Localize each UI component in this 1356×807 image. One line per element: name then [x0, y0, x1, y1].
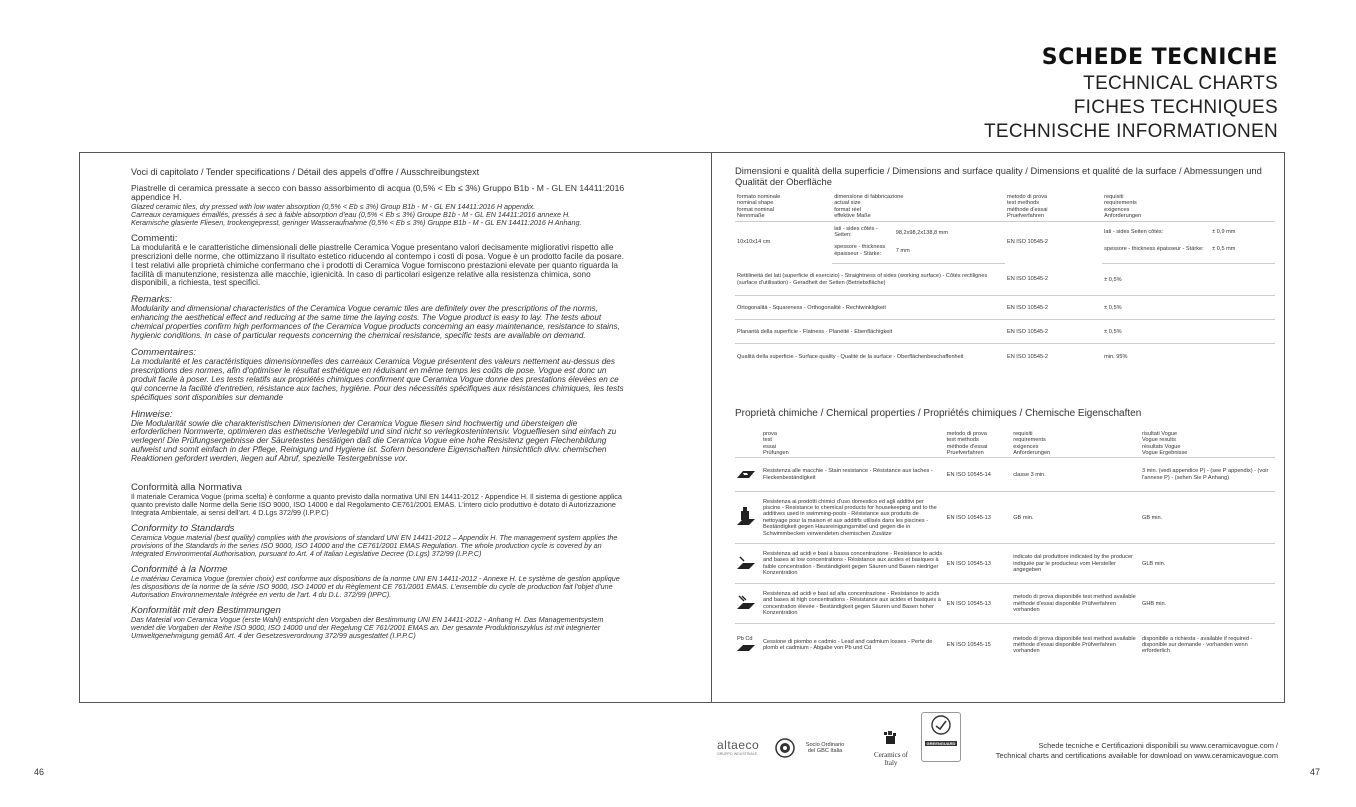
acid-high-icon [735, 584, 761, 624]
dim-row [735, 264, 1275, 296]
chem-row-label: Resistenza alle macchie - Stain resistance - Résistance aux taches - Fleckenbeständigkeit [761, 458, 945, 492]
chem-row-method: EN ISO 10545-13 [945, 492, 1011, 544]
conf-de-label: Konformität mit den Bestimmungen [131, 605, 281, 617]
dim-row-label: Ortogonalità - Squareness - Orthogonalité - Rechtwinkligkeit [735, 296, 1005, 320]
chem-row-result: GHB min. [1140, 584, 1275, 624]
lead-cadmium-icon: Pb Cd [735, 624, 761, 666]
chem-row [735, 492, 1275, 544]
chem-row-req: metodo di prova disponibile test method available méthode d'essai disponible Prüfverfahren vorhanden [1011, 584, 1140, 624]
dim-row [735, 296, 1275, 320]
dim-head-c4: requisiti requirements exigences Anforderungen [1102, 193, 1275, 221]
spec-de: Keramische glasierte Fliesen, trockengepresst, geringer Wasseraufnahme (0,5% < Eb ≤ 3%) Gruppe B1b - M - GL EN 14411:2016 H Anhang. [131, 217, 582, 227]
dim-head-c3: metodo di prova test methods méthode d'essai Pruefverfahren [1005, 193, 1102, 221]
right-column [735, 165, 1275, 666]
footer-note-line2[interactable]: Technical charts and certifications available for download on www.ceramicavogue.com [995, 751, 1278, 760]
chem-row-method: EN ISO 10545-15 [946, 641, 991, 648]
dim-row-req: ± 0,5% [1102, 296, 1275, 320]
household-chemicals-icon [735, 492, 761, 544]
conf-fr-label: Conformité à la Norme [131, 564, 228, 576]
chem-row-label: Resistenza ad acidi e basi a bassa concentrazione - Resistance to acids and bases at low concentrations - Résistance aux acides et basiques à faible concentration - Beständigkeit gegen Säuren und Basen niedriger Konzentration [761, 544, 945, 584]
greenguard-badge: GREENGUARD [921, 712, 961, 762]
left-column [131, 167, 626, 640]
chem-row-method: EN ISO 10545-14 [945, 458, 1011, 492]
remarks-text: Modularity and dimensional characteristics of the Ceramica Vogue ceramic tiles are definitely over the prescriptions of the norms, enhancing the aesthetical effect and reducing at the same time the laying costs. The Vogue product is easy to lay. The tests about chemical properties confirm high performances of the Ceramica Vogue products concerning an easy maintenance, resistance to stains, hygienic conditions. In case of particular requests concerning the chemical resistance, specific tests are available on demand. [131, 304, 620, 341]
dim-size-row [735, 221, 1275, 240]
chem-row-req: GB min. [1011, 492, 1140, 544]
commenti-label: Commenti: [131, 232, 178, 244]
commentaires-text: La modularité et les caractéristiques dimensionnelles des carreaux Ceramica Vogue présentent des valeurs nettement au-dessus des prescriptions des normes, afin d'optimiser le résultat esthétique en réduisant en même temps les coûts de pose. Vogue est donc un produit facile à poser. Les tests relatifs aux propriétés chimiques confirment que Ceramica Vogue donne des prestations élevées en ce qui concerne la facilité d'entretien, résistance aux taches, hygiène. Pour des nécessités spécifiques aux résistances chimiques, les tests spécifiques sont disponibles sur demande [131, 356, 624, 402]
chem-row [735, 544, 1275, 584]
conf-en-text: Ceramica Vogue material (best quality) complies with the provisions of standard UNI EN 14411-2012 – Appendix H. The management system applies the provisions of the Standards in the series ISO 9000, ISO 14000 and the CE761/2001 EMAS Regulation. The whole production cycle is covered by an Integrated Environmental Authorisation, pursuant to Art. 4 of Italian Legislative Decree (D.Lgs) 372/99 (I.P.P.C) [131, 533, 618, 559]
dim-header-row [735, 193, 1275, 221]
heading-line-en: TECHNICAL CHARTS [1083, 73, 1278, 94]
hinweise-label: Hinweise: [131, 408, 173, 420]
chem-head-c2: metodo di prova test methods méthode d'essai Pruefverfahren [945, 430, 1011, 458]
chem-row [735, 584, 1275, 624]
page-heading [984, 44, 1278, 144]
acid-low-icon [735, 544, 761, 584]
chem-row-req: classe 3 min. [1011, 458, 1140, 492]
dim-req-sides-value: ± 0,9 mm [1212, 229, 1236, 236]
page-number-left: 46 [34, 767, 45, 777]
dim-row [735, 320, 1275, 344]
dim-row-method: EN ISO 10545-2 [1006, 353, 1049, 360]
chem-head-c4: risultati Vogue Vogue results résultats Vogue Vogue Ergebnisse [1140, 430, 1275, 458]
dim-title: Dimensioni e qualità della superficie / Dimensions and surface quality / Dimensions et qualité de la surface / Abmessungen und Qualität der Oberfläche [735, 165, 1262, 187]
dim-row-method: EN ISO 10545-2 [1005, 320, 1102, 344]
dim-row-req: ± 0,5% [1102, 320, 1275, 344]
dim-row-req: min. 95% [1104, 353, 1128, 360]
heading-main: SCHEDE TECNICHE [1041, 45, 1278, 70]
remarks-label: Remarks: [131, 294, 173, 306]
commentaires-label: Commentaires: [131, 346, 197, 358]
chem-row-label: Resistenza ai prodotti chimici d'uso domestico ed agli additivi per piscine - Resistance to chemical products for housekeeping and to the additives used in swimming-pools - Résistance aux produits de nettoyage pour la maison et aux additifs utilisés dans les piscines - Beständigkeit gegen Hausreinigungsmittel und gegen die in Schwimmbecken verwendeten chemischen Zusätze [761, 492, 945, 544]
conf-de-text: Das Material von Ceramica Vogue (erste Wahl) entspricht den Vorgaben der Bestimmung UNI EN 14411-2012 - Anhang H. Das Managementsystem wendet die Vorgaben der Reihe ISO 9000, ISO 14000 und der Regelung CE 761/2001 EMAS an. Der gesamte Produktionszyklus ist mit integrierter Umweltgenehmigung gemäß Art. 4 der Gesetzesverordnung 372/99 ausgestattet (I.P.P.C) [131, 615, 604, 641]
content-frame [79, 152, 1285, 703]
chem-row-req: indicato dal produttore indicated by the producer indiquée par le producteur vom Hersteller angegeben [1011, 544, 1140, 584]
chem-header-row [735, 430, 1275, 458]
chem-row [735, 624, 1275, 666]
heading-line-de: TECHNISCHE INFORMATIONEN [984, 121, 1278, 142]
dim-head-c1: formato nominale nominal shape format nominal Nennmaße [735, 193, 832, 221]
dim-size-method: EN ISO 10545-2 [1006, 239, 1049, 246]
chem-row-method: EN ISO 10545-13 [945, 584, 1011, 624]
dim-sides: lati - sides côtés - Seiten: 98,2x98,2x138,8 mm [834, 225, 948, 239]
chem-row-result: GB min. [1140, 492, 1275, 544]
ceramics-of-italy-logo: Ceramics of Italy [869, 730, 913, 767]
chem-row-method: EN ISO 10545-13 [945, 544, 1011, 584]
chem-head-c3: requisiti requirements exigences Anforderungen [1011, 430, 1140, 458]
dim-row-label: Rettilineità dei lati (superficie di esercizio) - Straightness of sides (working surface) - Côtés rectilignes (surface d'utilisation) - Geradheit der Seiten (Betriebsfläche) [735, 264, 1005, 296]
dim-req-sides-label: lati - sides Seiten côtés: [1104, 229, 1164, 236]
dim-thick: spessore - thickness épaisseur - Stärke: 7 mm [832, 240, 1005, 263]
altaeco-logo: altaeco GRUPPO INDUSTRIALE [717, 738, 760, 756]
spec-it: Piastrelle di ceramica pressate a secco con basso assorbimento di acqua (0,5% < Eb ≤ 3%) Gruppo B1b - M - GL EN 14411:2016 appendice H. [131, 183, 625, 203]
dim-row-method: EN ISO 10545-2 [1005, 264, 1102, 296]
chem-row [735, 458, 1275, 492]
conf-it-label: Conformità alla Normativa [131, 482, 242, 494]
hinweise-text: Die Modularität sowie die charakteristischen Dimensionen der Ceramica Vogue fliesen sind hochwertig und übersteigen die erforderlichen Normwerte, optimieren das esthetische Verlegebild und sind nicht so verlegkostenintensiv. Voguefliesen sind einfach zu verlegen! Die Prüfungsergebnisse der Säuretestes bestätigen daß die Ceramica Vogue eine hohe Resistenz gegen Flechenbildung aufweist und somit einfach in der Pflege, Reinigung und Hygiene ist. Sofern besondere Eigenschaften hinsichtlich divv. chemischen Reaktionen gefordert werden, liegen auf Abruf, spezielle Testergebnisse vor. [131, 418, 617, 464]
column-divider [711, 153, 712, 702]
dim-head-c2: dimensione di fabbricazione actual size format réel effektive Maße [832, 193, 1005, 221]
dim-row-method: EN ISO 10545-2 [1005, 296, 1102, 320]
chem-head-c1: prova test essai Prüfungen [761, 430, 945, 458]
footer-note [996, 741, 1278, 761]
chem-row-result: disponibile a richiesta - available if required - disponible sur demande - vorhanden wenn erforderlich [1141, 635, 1253, 655]
dimensions-table [735, 193, 1275, 370]
heading-line-fr: FICHES TECHNIQUES [1073, 97, 1278, 118]
commenti-text: La modularità e le caratteristiche dimensionali delle piastrelle Ceramica Vogue presentano valori decisamente migliorativi rispetto alle prescrizioni delle norme, che ottimizzano il risultato estetico riducendo al contempo i costi di posa. Vogue è un prodotto facile da posare. I test relativi alle proprietà chimiche confermano che i prodotti di Ceramica Vogue forniscono prestazioni elevate per quanto riguarda la facilità di manutenzione, resistenza alle macchie, igienicità. In caso di particolari esigenze relative alla resistenza chimica, sono disponibili, a richiesta, test specifici. [131, 242, 624, 288]
conf-it-text: Il materiale Ceramica Vogue (prima scelta) è conforme a quanto previsto dalla normativa UNI EN 14411-2012 - Appendice H. Il sistema di gestione applica quanto previsto dalle Norme della Serie ISO 9000, ISO 14000 e dal Regolamento CE761/2001 EMAS. L'intero ciclo produttivo è dotato di Autorizzazione Integrata Ambientale, ai sensi dell'art. 4 D.Lgs 372/99 (I.P.P.C) [131, 492, 622, 518]
chem-row-result: 3 min. (vedi appendice P) - (see P appendix) - (voir l'annexe P) - (sehen Sie P Anhang) [1140, 458, 1275, 492]
conf-en-label: Conformity to Standards [131, 523, 235, 535]
spec-fr: Carreaux ceramiques émaillés, pressés à sec à faible absorption d'eau (0,5% < Eb ≤ 3%) Groupe B1b - M - GL EN 14411:2016 annexe H. [131, 209, 571, 219]
chem-row-req: metodo di prova disponibile test method available méthode d'essai disponible Prüfverfahren vorhanden [1013, 635, 1136, 655]
dim-row [735, 344, 1275, 370]
dim-req-thick-label: spessore - thickness épaisseur - Stärke: [1102, 240, 1210, 263]
dim-row-label: Qualità della superficie - Surface quality - Qualité de la surface - Oberflächenbeschaffenheit [737, 353, 964, 360]
dim-size: 10x10x14 cm [737, 239, 771, 246]
chem-row-label: Cessione di piombo e cadmio - Lead and cadmium losses - Perte de plomb et cadmium - Abgabe von Pb und Cd [762, 638, 933, 652]
stain-icon [735, 458, 761, 492]
dim-row-label: Planarità della superficie - Flatness - Planéité - Ebenflächigkeit [735, 320, 1005, 344]
chem-row-result: GLB min. [1140, 544, 1275, 584]
gbc-text: Socio Ordinario del GBC Italia [805, 742, 845, 755]
chem-title: Proprietà chimiche / Chemical properties / Propriétés chimiques / Chemische Eigenschaften [735, 407, 1142, 419]
chemical-table [735, 430, 1275, 666]
page-number-right: 47 [1309, 767, 1320, 777]
dim-req-thick-value: ± 0,5 mm [1210, 240, 1275, 263]
conf-fr-text: Le matériau Ceramica Vogue (premier choix) est conforme aux dispositions de la norme UNI EN 14411-2012 - Annexe H. Le système de gestion applique les dispositions de la norme de la série ISO 9000, ISO 14000 et du Règlement CE 761/2001 EMAS. L'ensemble du cycle de production fait l'objet d'une Autorisation Environnementale Intégrée en vertu de l'art. 4 du D.L. 372/99 (IPPC). [131, 574, 620, 600]
chem-row-label: Resistenza ad acidi e basi ad alta concentrazione - Resistance to acids and bases at high concentrations - Résistance aux acides et basiques à concentration élevée - Beständigkeit gegen Säuren und Basen hoher Konzentration [761, 584, 945, 624]
spec-title: Voci di capitolato / Tender specifications / Détail des appels d'offre / Ausschreibungstext [131, 167, 480, 177]
dim-row-req: ± 0,5% [1102, 264, 1275, 296]
footer-note-line1[interactable]: Schede tecniche e Certificazioni disponibili su www.ceramicavogue.com / [1038, 741, 1278, 750]
spec-en: Glazed ceramic tiles, dry pressed with low water absorption (0,5% < Eb ≤ 3%) Group B1b - M - GL EN 14411:2016 H appendix. [131, 201, 536, 211]
gbc-icon [775, 738, 795, 763]
